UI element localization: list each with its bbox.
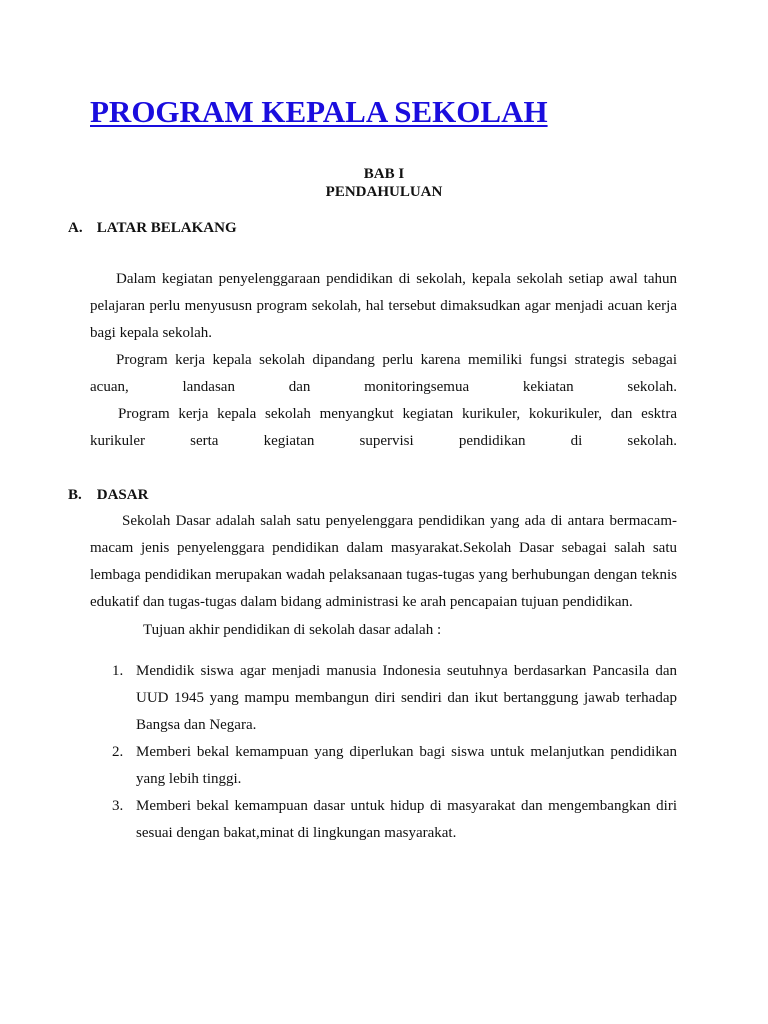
- section-heading-dasar: [68, 486, 148, 504]
- section-title-latar-belakang: LATAR BELAKANG: [96, 220, 237, 236]
- goal-number-3: 3.: [112, 798, 124, 814]
- chapter-title: PENDAHULUAN: [325, 184, 443, 200]
- chapter-number: BAB I: [363, 166, 405, 182]
- education-goal-item-2: [90, 739, 677, 793]
- education-goal-item-1: [90, 658, 677, 739]
- goal-number-1: 1.: [112, 663, 124, 679]
- section-heading-latar-belakang: [68, 219, 237, 237]
- goal-number-2: 2.: [112, 744, 124, 760]
- goal-text-1: Mendidik siswa agar menjadi manusia Indonesia seutuhnya berdasarkan Pancasila dan UUD 1945 yang mampu membangun diri sendiri dan ikut bertanggung jawab terhadap Bangsa dan Negara.: [136, 663, 677, 733]
- document-title: PROGRAM KEPALA SEKOLAH: [90, 94, 548, 129]
- education-goal-intro: Tujuan akhir pendidikan di sekolah dasar adalah :: [143, 622, 442, 638]
- section-title-dasar: DASAR: [96, 487, 149, 503]
- section-marker-a: A.: [68, 220, 83, 236]
- goal-text-2: Memberi bekal kemampuan yang diperlukan bagi siswa untuk melanjutkan pendidikan yang lebih tinggi.: [136, 744, 677, 787]
- education-goal-item-3: [90, 793, 677, 847]
- background-paragraph-3: Program kerja kepala sekolah menyangkut kegiatan kurikuler, kokurikuler, dan esktra kurikuler serta kegiatan supervisi pendidikan di sekolah.: [90, 406, 677, 449]
- education-goal-list: [90, 658, 677, 847]
- basis-paragraph-1: Sekolah Dasar adalah salah satu penyelenggara pendidikan yang ada di antara bermacam-macam jenis penyelenggara pendidikan dalam masyarakat.Sekolah Dasar sebagai salah satu lembaga pendidikan merupakan wadah pelaksanaan tugas-tugas yang berhubungan dengan teknis edukatif dan tugas-tugas dalam bidang administrasi ke arah pencapaian tujuan pendidikan.: [90, 513, 677, 610]
- background-paragraph-2: Program kerja kepala sekolah dipandang perlu karena memiliki fungsi strategis sebagai acuan, landasan dan monitoringsemua kekiatan sekolah.: [90, 352, 677, 395]
- goal-text-3: Memberi bekal kemampuan dasar untuk hidup di masyarakat dan mengembangkan diri sesuai dengan bakat,minat di lingkungan masyarakat.: [136, 798, 677, 841]
- section-marker-b: B.: [68, 487, 82, 503]
- background-paragraph-1: Dalam kegiatan penyelenggaraan pendidikan di sekolah, kepala sekolah setiap awal tahun pelajaran perlu menyususn program sekolah, hal tersebut dimaksudkan agar menjadi acuan kerja bagi kepala sekolah.: [90, 271, 677, 341]
